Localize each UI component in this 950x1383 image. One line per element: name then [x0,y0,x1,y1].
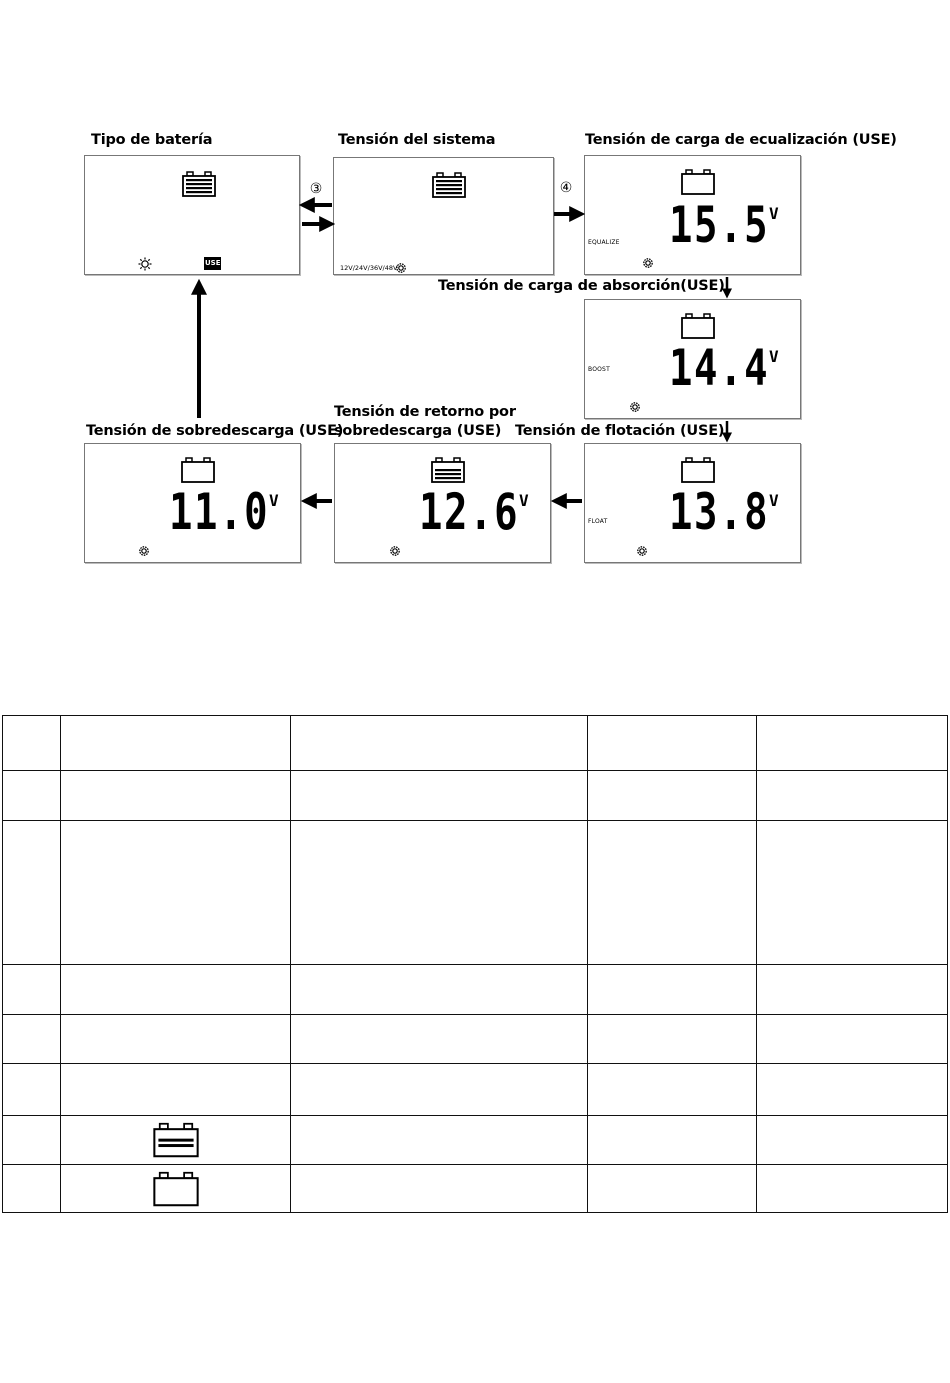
system-voltage-title: Tensión del sistema [338,132,496,148]
table-cell [291,1015,588,1064]
table-row [3,1064,948,1116]
table-cell [3,821,61,965]
equalize-voltage-unit: V [769,204,779,223]
flow-arrows [0,0,950,620]
table-cell [3,1064,61,1116]
step-3-marker: ③ [309,181,323,197]
table-cell [291,821,588,965]
table-cell [61,1116,291,1165]
table-header-row [3,716,948,771]
absorption-mode-label: BOOST [588,366,610,373]
battery-type-title: Tipo de batería [91,132,213,148]
equalize-voltage-value: 15.5 [669,196,770,254]
table-cell [588,1015,757,1064]
battery-empty-icon [153,1171,199,1207]
table-cell [757,1165,948,1213]
table-cell [757,1116,948,1165]
table-cell [61,1015,291,1064]
table-cell [3,716,61,771]
system-voltage-options: 12V/24V/36V/48V [340,264,398,272]
table-cell [61,965,291,1015]
table-cell [3,1165,61,1213]
table-cell [61,771,291,821]
table-cell [291,771,588,821]
float-mode-label: FLOAT [588,518,608,525]
use-badge: USE [204,257,221,270]
table-cell [588,965,757,1015]
absorption-voltage-unit: V [769,347,779,366]
over-discharge-value: 11.0 [169,483,270,541]
table-row [3,1015,948,1064]
over-discharge-unit: V [269,491,279,510]
absorption-voltage-value: 14.4 [669,339,770,397]
table-cell [757,821,948,965]
equalize-mode-label: EQUALIZE [588,239,620,246]
table-cell [61,1165,291,1213]
table-cell [588,1064,757,1116]
float-voltage-unit: V [769,491,779,510]
float-title: Tensión de flotación (USE) [515,423,725,439]
table-cell [588,771,757,821]
table-cell [3,771,61,821]
table-cell [588,716,757,771]
table-cell [757,771,948,821]
table-cell [588,1116,757,1165]
table-cell [291,965,588,1015]
table-cell [291,1116,588,1165]
equalize-title: Tensión de carga de ecualización (USE) [585,132,897,148]
table-cell [3,1116,61,1165]
table-cell [588,821,757,965]
table-cell [757,1015,948,1064]
table-cell [291,716,588,771]
battery-partial-icon [153,1122,199,1158]
table-row [3,965,948,1015]
absorption-title: Tensión de carga de absorción(USE) [438,278,725,294]
table-row [3,1165,948,1213]
over-discharge-return-title-line2: sobredescarga (USE) [334,423,502,439]
table-cell [757,965,948,1015]
step-4-marker: ④ [559,180,573,196]
table-row [3,821,948,965]
table-row [3,1116,948,1165]
table-row [3,771,948,821]
table-cell [291,1165,588,1213]
table-cell [3,965,61,1015]
over-discharge-return-value: 12.6 [419,483,520,541]
float-voltage-value: 13.8 [669,483,770,541]
over-discharge-return-unit: V [519,491,529,510]
table-cell [588,1165,757,1213]
table-cell [61,1064,291,1116]
table-cell [61,821,291,965]
table-cell [757,716,948,771]
table-cell [757,1064,948,1116]
table-cell [3,1015,61,1064]
table-cell [291,1064,588,1116]
over-discharge-title: Tensión de sobredescarga (USE) [86,423,344,439]
table-cell [61,716,291,771]
parameter-table [2,715,948,1213]
over-discharge-return-title-line1: Tensión de retorno por [334,404,516,420]
